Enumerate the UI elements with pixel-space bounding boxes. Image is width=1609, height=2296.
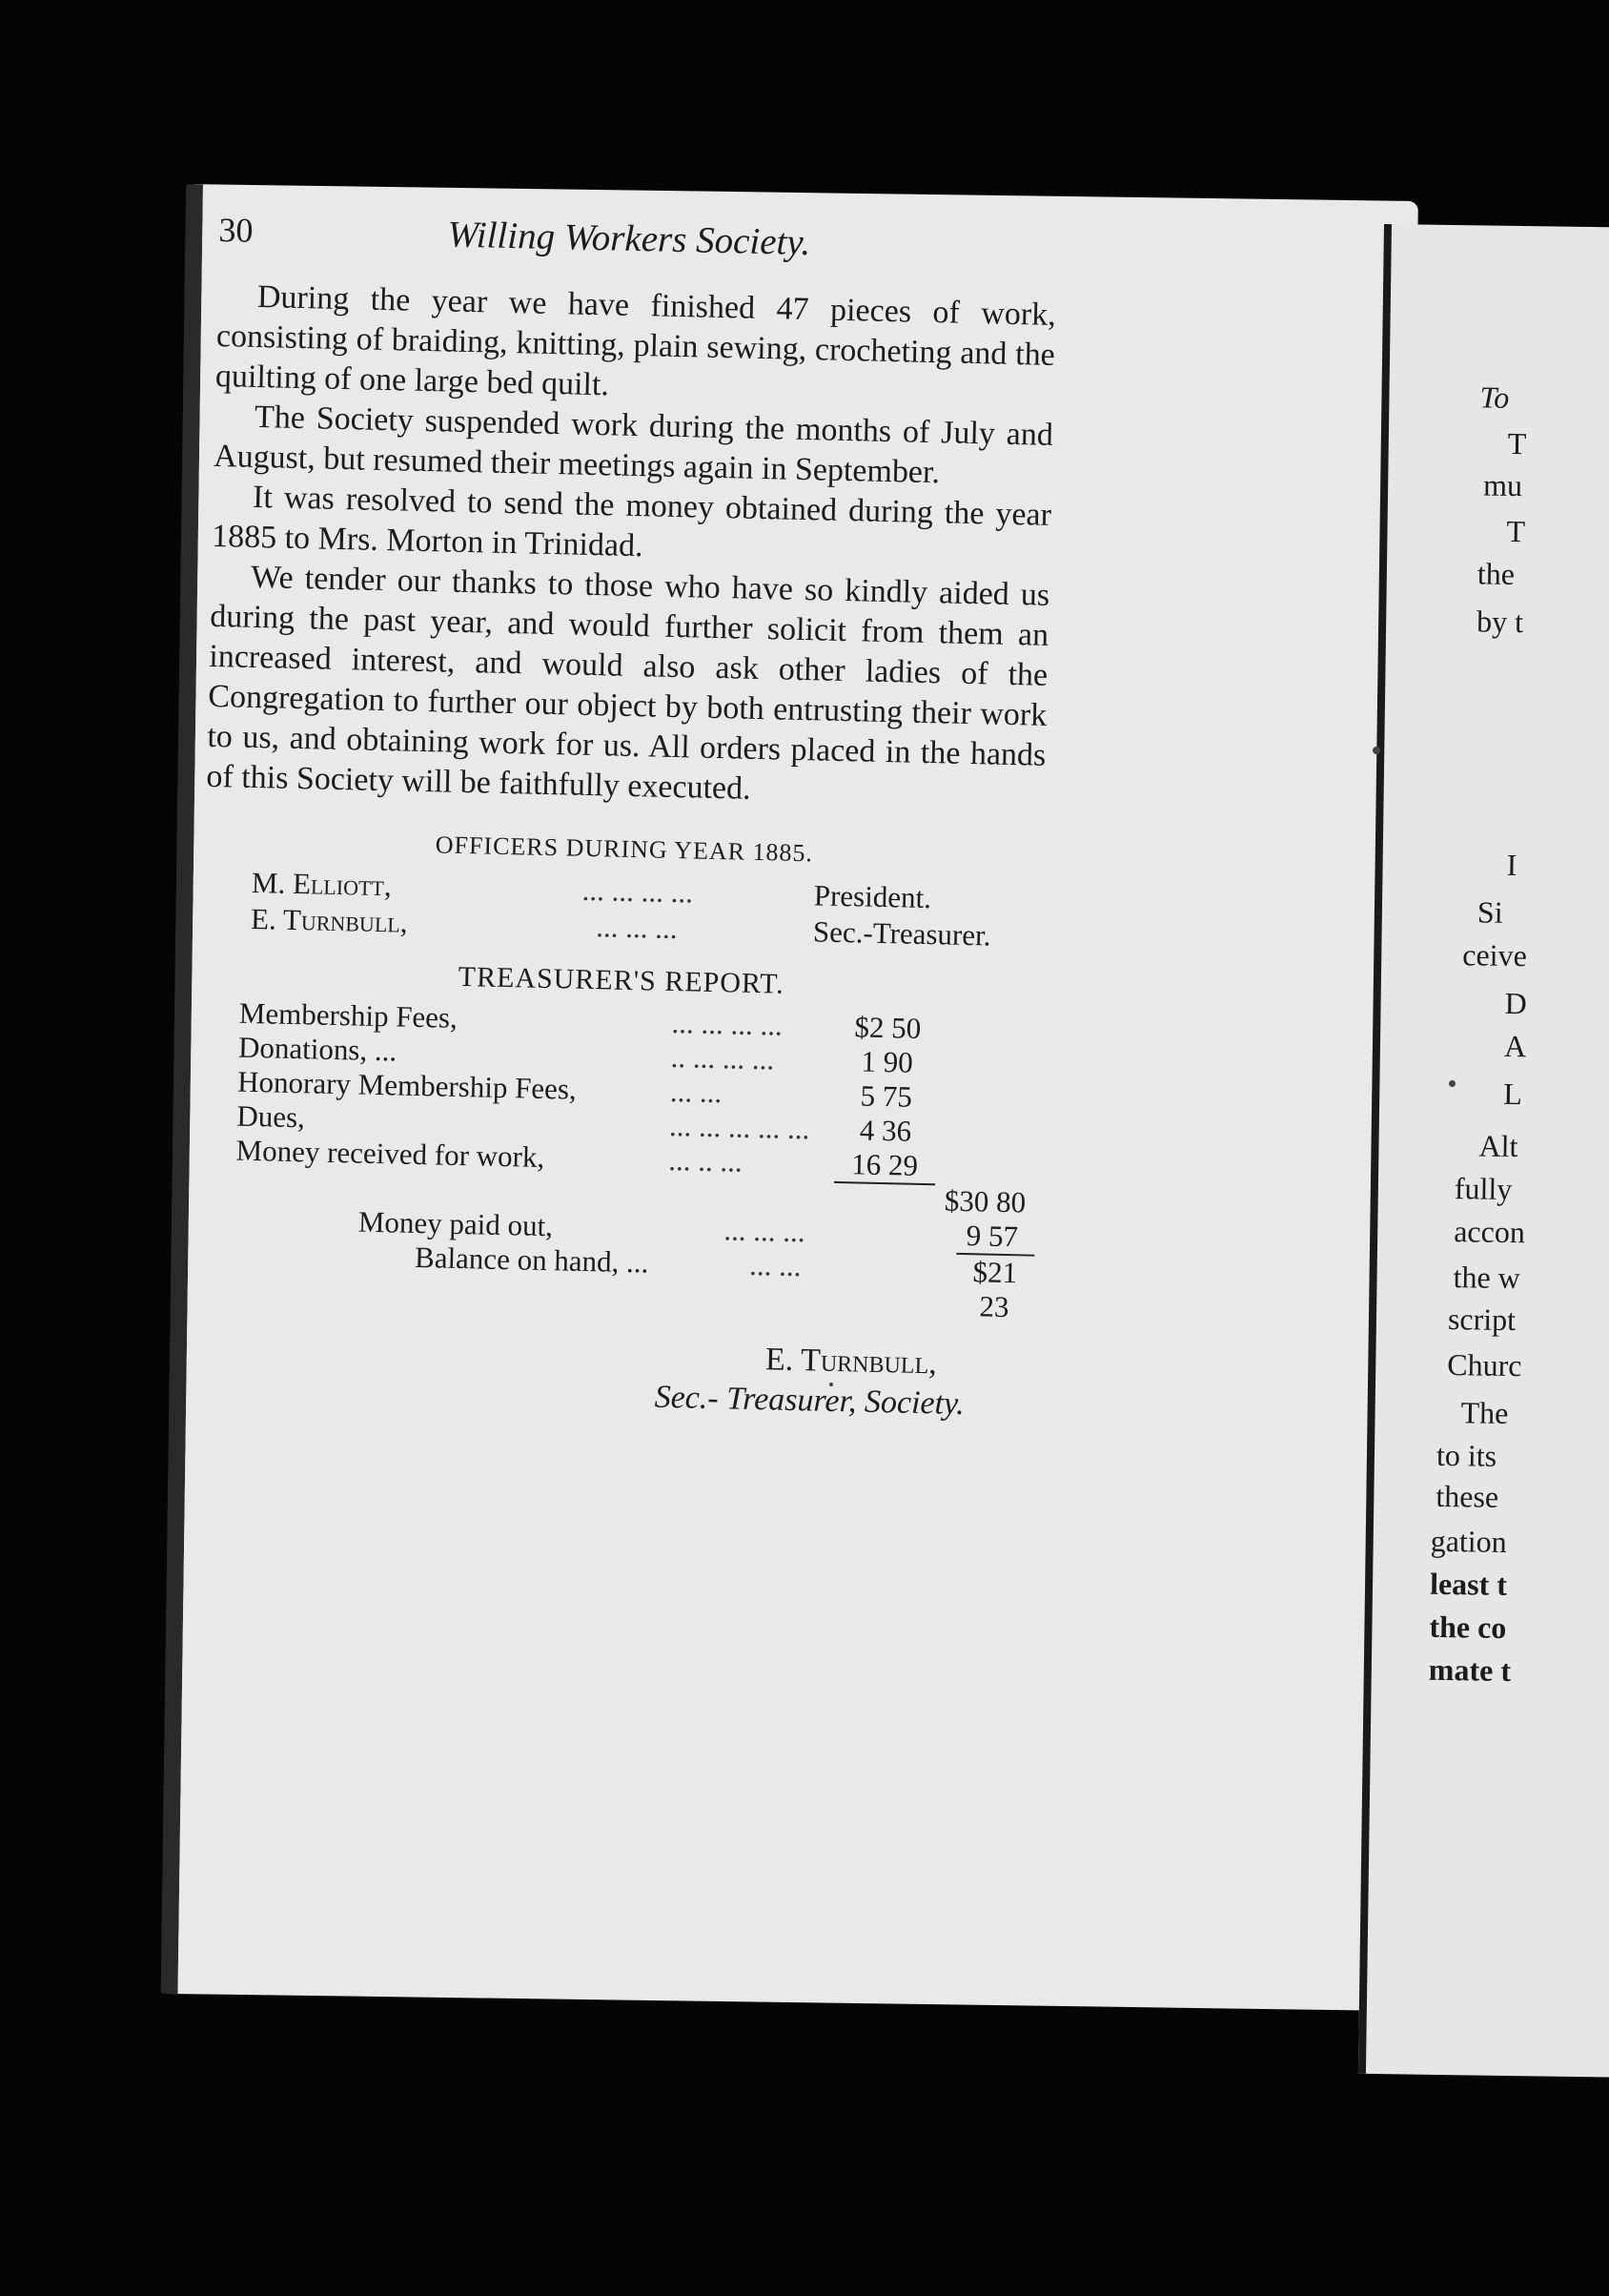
right-page-fragment: mu bbox=[1482, 467, 1523, 503]
right-page-fragment: script bbox=[1447, 1302, 1517, 1338]
receipt-label: Dues, bbox=[236, 1098, 306, 1135]
right-page-fragment: ceive bbox=[1462, 937, 1528, 974]
right-page bbox=[1358, 224, 1609, 2078]
right-page-fragment: To bbox=[1479, 379, 1510, 415]
balance-amount: $21 23 bbox=[955, 1253, 1035, 1325]
paid-out-amount: 9 57 bbox=[966, 1219, 1019, 1254]
right-page-fragment: by t bbox=[1476, 604, 1524, 640]
left-page-text bbox=[193, 210, 1058, 1426]
right-page-fragment: fully bbox=[1454, 1171, 1513, 1206]
right-page-fragment: T bbox=[1507, 425, 1527, 461]
receipt-amount: 1 90 bbox=[861, 1044, 914, 1079]
paid-out-label: Money paid out, bbox=[357, 1204, 554, 1243]
leader-dots: ... ... ... ... bbox=[671, 1005, 784, 1042]
leader-dots: ... .. ... bbox=[667, 1142, 743, 1179]
right-page-fragment: gation bbox=[1430, 1523, 1507, 1559]
leader-dots: ... ... bbox=[748, 1247, 802, 1283]
officer-title: President. bbox=[813, 878, 932, 915]
paragraph: During the year we have finished 47 pieces of work, consisting of braiding, knitting, plain sewing, crocheting and the quilting of one large bed quilt. bbox=[214, 278, 1057, 403]
receipt-amount: $2 50 bbox=[854, 1010, 922, 1045]
receipt-amount: 16 29 bbox=[850, 1147, 919, 1182]
right-page-fragment: these bbox=[1436, 1478, 1499, 1514]
officer-title: Sec.-Treasurer. bbox=[812, 914, 991, 953]
officer-name: M. Elliott, bbox=[251, 865, 393, 903]
receipt-label: Donations, ... bbox=[237, 1030, 397, 1068]
right-page-fragment: Si bbox=[1477, 894, 1503, 930]
leader-dots: ... ... ... bbox=[596, 910, 679, 946]
receipt-label: Honorary Membership Fees, bbox=[236, 1064, 578, 1106]
receipt-amount: 4 36 bbox=[859, 1113, 912, 1148]
receipt-label: Money received for work, bbox=[235, 1133, 545, 1174]
right-page-fragment: The bbox=[1460, 1395, 1509, 1430]
right-page-fragment: D bbox=[1504, 985, 1527, 1021]
paragraph: It was resolved to send the money obtained during the year 1885 to Mrs. Morton in Trinidad. bbox=[211, 479, 1052, 564]
right-page-fragment: to its bbox=[1436, 1437, 1497, 1473]
speck-mark bbox=[1449, 1080, 1456, 1087]
officers-heading: OFFICERS DURING YEAR 1885. bbox=[435, 830, 814, 868]
treasurer-report-heading: TREASURER'S REPORT. bbox=[458, 960, 785, 1000]
right-page-fragment: mate t bbox=[1428, 1651, 1512, 1689]
signature-name: E. Turnbull, bbox=[764, 1342, 938, 1382]
right-page-fragment: I bbox=[1506, 847, 1517, 883]
right-page-fragment: T bbox=[1506, 513, 1526, 549]
signature-title: Sec.- Treasurer, Society. bbox=[654, 1379, 966, 1423]
right-page-fragment: least t bbox=[1429, 1566, 1508, 1602]
receipt-label: Membership Fees, bbox=[238, 995, 458, 1035]
paragraph: We tender our thanks to those who have so kindly aided us during the past year, and would further solicit from them an increased interest, and would also ask other ladies of the Congregation to further our object by both entrusting their work to us, and obtaining work for us. All orders placed in the hands of this Society will be faithfully executed. bbox=[206, 559, 1050, 807]
right-page-fragment: L bbox=[1503, 1076, 1523, 1112]
right-page-fragment: the bbox=[1477, 556, 1516, 591]
right-page-fragment: Alt bbox=[1478, 1128, 1518, 1164]
speck-mark bbox=[1373, 747, 1380, 754]
leader-dots: ... ... bbox=[669, 1074, 723, 1110]
leader-dots: ... ... ... ... ... bbox=[668, 1108, 810, 1146]
balance-label: Balance on hand, ... bbox=[414, 1240, 649, 1280]
leader-dots: ... ... ... ... bbox=[581, 872, 694, 910]
leader-dots: .. ... ... ... bbox=[670, 1039, 775, 1076]
right-page-fragment: the co bbox=[1429, 1609, 1507, 1645]
receipt-amount: 5 75 bbox=[860, 1078, 913, 1114]
right-page-fragment: the w bbox=[1453, 1260, 1521, 1296]
running-title: Willing Workers Society. bbox=[446, 214, 811, 264]
leader-dots: ... ... ... bbox=[723, 1213, 806, 1249]
sum-rule bbox=[833, 1181, 935, 1218]
receipts-total: $30 80 bbox=[944, 1183, 1027, 1220]
officer-name: E. Turnbull, bbox=[250, 901, 408, 939]
right-page-fragment: Churc bbox=[1447, 1347, 1522, 1384]
page-number: 30 bbox=[218, 210, 254, 250]
right-page-fragment: A bbox=[1503, 1028, 1527, 1064]
right-page-fragment: accon bbox=[1454, 1214, 1526, 1250]
paragraph: The Society suspended work during the months of July and August, but resumed their meetings again in September. bbox=[213, 399, 1054, 491]
